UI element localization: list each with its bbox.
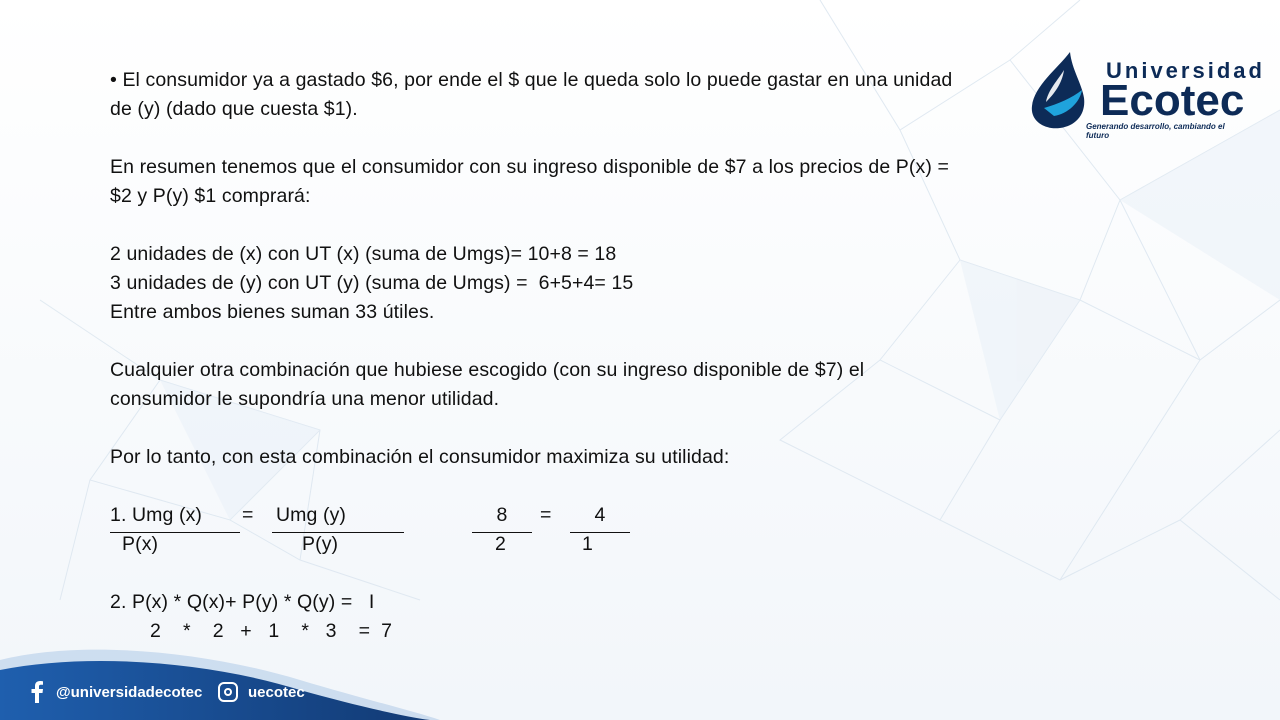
eq1-umg-y: Umg (y) — [272, 501, 404, 533]
eq1-value-4: 4 — [570, 501, 630, 533]
eq1-value-1: 1 — [582, 533, 593, 555]
summary-line-2: $2 y P(y) $1 comprará: — [110, 185, 311, 207]
equation-1-denominators — [110, 530, 1150, 559]
total-line: Entre ambos bienes suman 33 útiles. — [110, 301, 435, 323]
instagram-icon — [218, 682, 238, 702]
summary-line-1: En resumen tenemos que el consumidor con su ingreso disponible de $7 a los precios de P(x) = — [110, 156, 949, 178]
bullet-line-2: de (y) (dado que cuesta $1). — [110, 98, 358, 120]
logo-ecotec-text: Ecotec — [1100, 76, 1245, 125]
facebook-handle: @universidadecotec — [56, 683, 203, 701]
equation-2-line-2: 2 * 2 + 1 * 3 = 7 — [150, 620, 393, 642]
eq1-px: P(x) — [122, 533, 159, 555]
units-x-line: 2 unidades de (x) con UT (x) (suma de Umgs)= 10+8 = 18 — [110, 243, 617, 265]
bullet-line-1: • El consumidor ya a gastado $6, por ende el $ que le queda solo lo puede gastar en una unidad — [110, 69, 953, 91]
equation-2-line-1: 2. P(x) * Q(x)+ P(y) * Q(y) = I — [110, 591, 375, 613]
eq1-equals-1: = — [242, 504, 254, 526]
eq1-umg-x: 1. Umg (x) — [110, 501, 240, 533]
instagram-link[interactable] — [218, 680, 305, 704]
logo-tagline: Generando desarrollo, cambiando el futuro — [1086, 122, 1225, 140]
instagram-handle: uecotec — [248, 683, 305, 701]
eq1-equals-2: = — [540, 504, 552, 526]
other-combination-line-1: Cualquier otra combinación que hubiese escogido (con su ingreso disponible de $7) el — [110, 359, 865, 381]
facebook-link[interactable] — [30, 680, 202, 704]
eq1-py: P(y) — [302, 533, 339, 555]
logo-universidad-text: Universidad — [1106, 58, 1265, 83]
slide-body — [110, 66, 1150, 646]
other-combination-line-2: consumidor le supondría una menor utilidad. — [110, 388, 500, 410]
equation-1-numerators — [110, 501, 1150, 530]
conclusion-line: Por lo tanto, con esta combinación el consumidor maximiza su utilidad: — [110, 446, 730, 468]
facebook-icon — [30, 681, 44, 703]
units-y-line: 3 unidades de (y) con UT (y) (suma de Umgs) = 6+5+4= 15 — [110, 272, 634, 294]
eq1-value-2: 2 — [495, 533, 506, 555]
eq1-value-8: 8 — [472, 501, 532, 533]
